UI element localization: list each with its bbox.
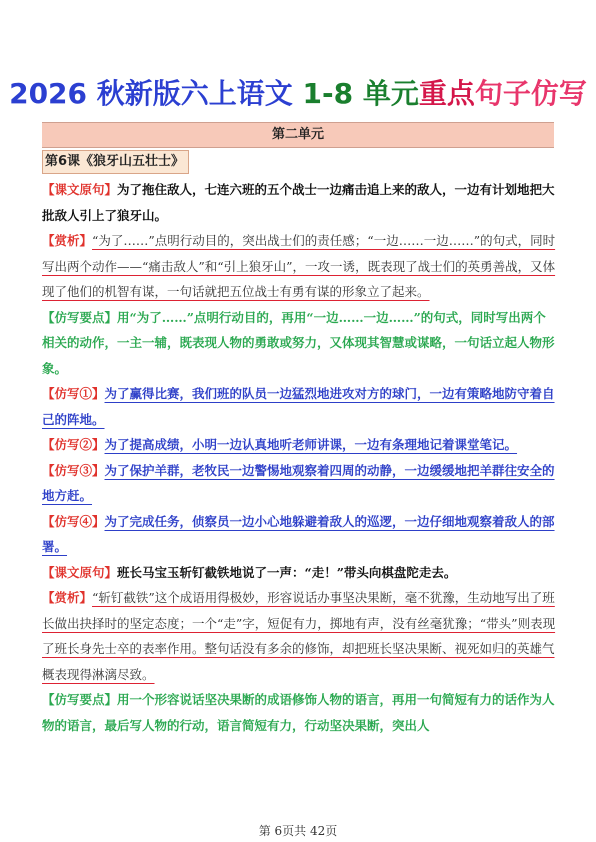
key-points-tag: 【仿写要点】 bbox=[42, 309, 118, 325]
imitation-tag: 【仿写③】 bbox=[42, 462, 105, 478]
imitation-tag: 【仿写②】 bbox=[42, 437, 105, 452]
imitation-tag: 【仿写①】 bbox=[42, 386, 105, 401]
analysis-2 bbox=[42, 585, 556, 687]
key-points-1 bbox=[42, 305, 556, 382]
imitation-1 bbox=[42, 381, 556, 432]
analysis-text: “为了……”点明行动目的，突出战士们的责任感；“一边……一边……”的句式，同时写出两个动作——“痛击敌人”和“引上狼牙山”，一攻一诱，既表现了战士们的英勇善战，又体现了他们的机智有谋，一句话就把五位战士有勇有谋的形象立了起来。 bbox=[42, 233, 556, 299]
title-part-year: 2026 秋新版六上语文 bbox=[9, 77, 303, 110]
imitation-4 bbox=[42, 509, 556, 560]
page-footer: 第 6页共 42页 bbox=[258, 824, 338, 838]
analysis-tag: 【赏析】 bbox=[42, 233, 93, 248]
imitation-tag: 【仿写④】 bbox=[42, 513, 105, 529]
original-text: 班长马宝玉斩钉截铁地说了一声：“走！”带头向棋盘陀走去。 bbox=[117, 564, 457, 580]
title-part-units: 1-8 单元 bbox=[302, 77, 419, 110]
imitation-3 bbox=[42, 458, 556, 509]
imitation-text: 为了保护羊群，老牧民一边警惕地观察着四周的动静，一边缓缓地把羊群往安全的地方赶。 bbox=[42, 462, 555, 503]
imitation-text: 为了完成任务，侦察员一边小心地躲避着敌人的巡逻，一边仔细地观察着敌人的部署。 bbox=[42, 513, 555, 554]
analysis-text: “斩钉截铁”这个成语用得极妙，形容说话办事坚决果断，毫不犹豫，生动地写出了班长做出抉择时的坚定态度；一个“走”字，短促有力，掷地有声，没有丝毫犹豫；“带头”则表现了班长身先士卒的表率作用。整句话没有多余的修饰，却把班长坚决果断、视死如归的英雄气概表现得淋漓尽致。 bbox=[42, 590, 556, 682]
key-points-2 bbox=[42, 687, 556, 738]
key-points-text: 用一个形容说话坚决果断的成语修饰人物的语言，再用一句简短有力的话作为人物的语言，最后写人物的行动，语言简短有力，行动坚决果断，突出人 bbox=[42, 692, 555, 733]
original-tag: 【课文原句】 bbox=[42, 564, 118, 580]
key-points-text: 用“为了……”点明行动目的，再用“一边……一边……”的句式，同时写出两个相关的动作，一主一辅，既表现人物的勇敢或努力，又体现其智慧或谋略，一句话立起人物形象。 bbox=[42, 309, 555, 376]
content-area bbox=[42, 177, 556, 738]
lesson-title: 第6课《狼牙山五壮士》 bbox=[42, 150, 189, 174]
key-points-tag: 【仿写要点】 bbox=[42, 692, 118, 707]
title-part-topic: 句子仿写 bbox=[474, 77, 587, 110]
original-sentence-1 bbox=[42, 177, 556, 228]
imitation-text: 为了赢得比赛，我们班的队员一边猛烈地进攻对方的球门，一边有策略地防守着自己的阵地。 bbox=[42, 386, 555, 427]
analysis-1 bbox=[42, 228, 556, 305]
analysis-tag: 【赏析】 bbox=[42, 590, 93, 605]
document-title bbox=[0, 72, 596, 112]
imitation-text: 为了提高成绩，小明一边认真地听老师讲课，一边有条理地记着课堂笔记。 bbox=[104, 437, 518, 452]
original-sentence-2 bbox=[42, 560, 556, 586]
original-tag: 【课文原句】 bbox=[42, 182, 118, 197]
original-text: 为了拖住敌人，七连六班的五个战士一边痛击追上来的敌人，一边有计划地把大批敌人引上了狼牙山。 bbox=[42, 182, 555, 223]
title-part-key: 重点 bbox=[418, 77, 475, 110]
unit-heading: 第二单元 bbox=[42, 122, 554, 148]
imitation-2 bbox=[42, 432, 556, 458]
